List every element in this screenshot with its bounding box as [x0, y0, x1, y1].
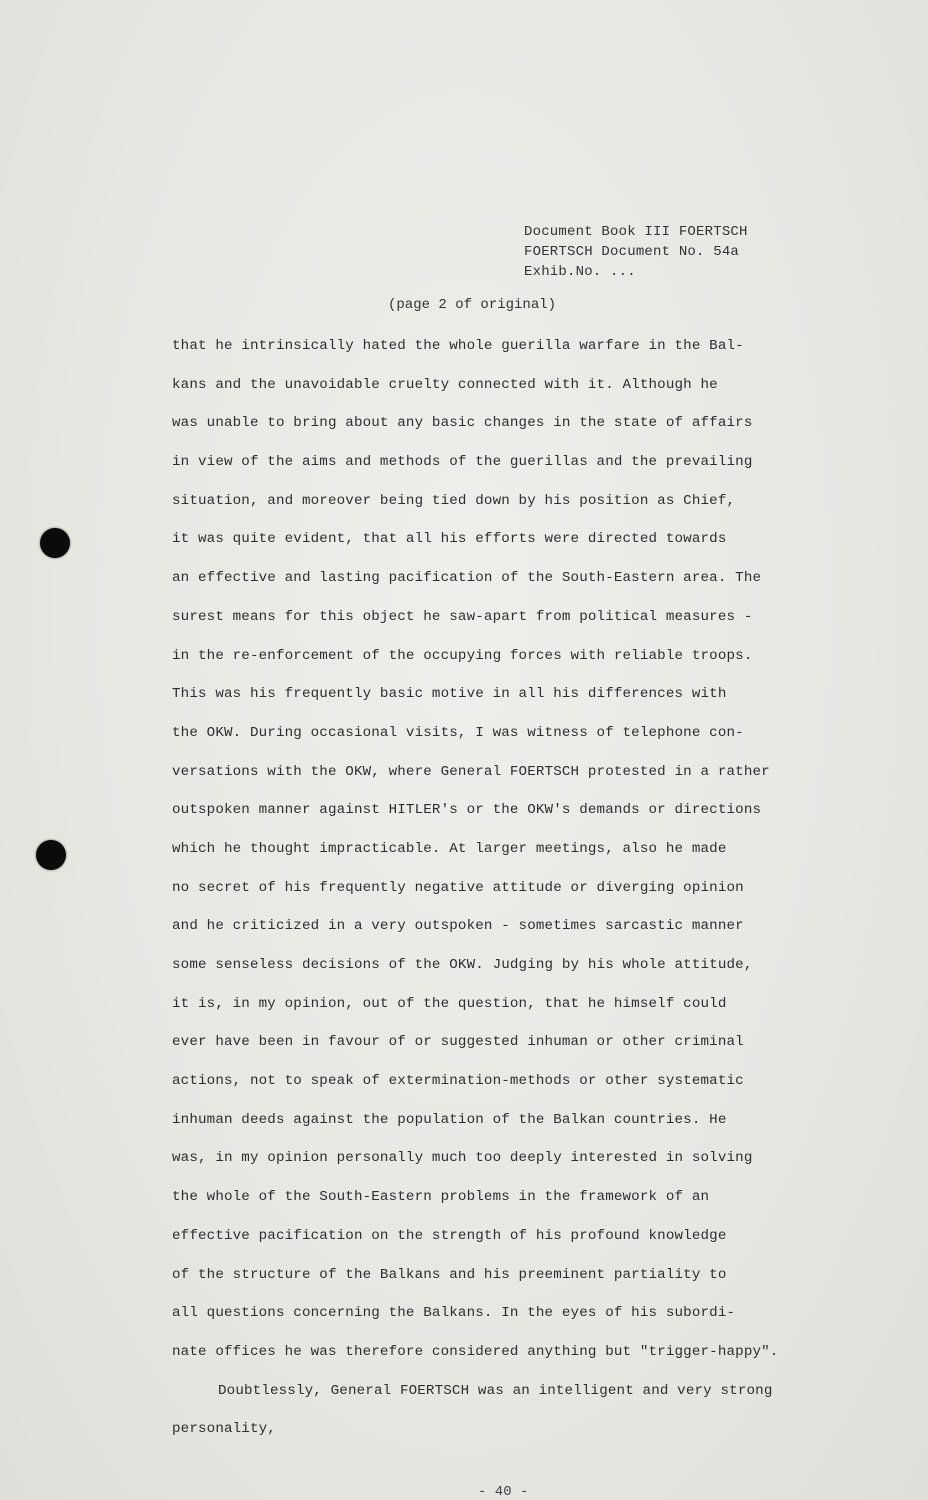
text-line: situation, and moreover being tied down by his position as Chief,	[172, 492, 736, 509]
document-number-line: FOERTSCH Document No. 54a	[524, 244, 740, 260]
text-line: no secret of his frequently negative attitude or diverging opinion	[172, 879, 744, 896]
text-line: effective pacification on the strength of his profound knowledge	[172, 1227, 727, 1244]
text-line: an effective and lasting pacification of the South-Eastern area. The	[172, 570, 762, 587]
text-line: was unable to bring about any basic changes in the state of affairs	[172, 415, 753, 432]
text-line: This was his frequently basic motive in all his differences with	[172, 686, 727, 703]
text-line: and he criticized in a very outspoken - sometimes sarcastic manner	[172, 918, 744, 935]
text-line: it is, in my opinion, out of the question, that he himself could	[172, 995, 727, 1012]
body-text	[172, 336, 872, 1458]
text-line: in the re-enforcement of the occupying forces with reliable troops.	[172, 647, 753, 664]
text-line: inhuman deeds against the population of the Balkan countries. He	[172, 1111, 727, 1128]
original-page-marker: (page 2 of original)	[388, 297, 557, 313]
text-line: the whole of the South-Eastern problems in the framework of an	[172, 1189, 710, 1206]
text-line: surest means for this object he saw-apart from political measures -	[172, 608, 753, 625]
text-line: actions, not to speak of extermination-methods or other systematic	[172, 1073, 744, 1090]
text-line: which he thought impracticable. At larger meetings, also he made	[172, 840, 727, 857]
text-line: was, in my opinion personally much too deeply interested in solving	[172, 1150, 753, 1167]
text-line: some senseless decisions of the OKW. Judging by his whole attitude,	[172, 957, 753, 973]
punch-hole	[40, 528, 70, 558]
text-line: Doubtlessly, General FOERTSCH was an intelligent and very strong	[218, 1382, 773, 1399]
text-line: that he intrinsically hated the whole guerilla warfare in the Bal-	[172, 338, 744, 354]
text-line: all questions concerning the Balkans. In the eyes of his subordi-	[172, 1305, 736, 1322]
exhibit-number-line: Exhib.No. ...	[524, 264, 636, 280]
text-line: in view of the aims and methods of the guerillas and the prevailing	[172, 454, 753, 471]
text-line: outspoken manner against HITLER's or the OKW's demands or directions	[172, 802, 762, 819]
text-line: it was quite evident, that all his efforts were directed towards	[172, 531, 727, 548]
text-line: ever have been in favour of or suggested inhuman or other criminal	[172, 1034, 744, 1051]
punch-hole	[36, 840, 66, 870]
text-line: of the structure of the Balkans and his preeminent partiality to	[172, 1266, 727, 1283]
page-number: - 40 -	[478, 1484, 529, 1500]
text-line: kans and the unavoidable cruelty connected with it. Although he	[172, 376, 718, 393]
document-book-line: Document Book III FOERTSCH	[524, 224, 748, 240]
text-line: versations with the OKW, where General FOERTSCH protested in a rather	[172, 763, 770, 780]
text-line: nate offices he was therefore considered anything but "trigger-happy".	[172, 1343, 779, 1360]
document-reference-header	[524, 222, 748, 282]
text-line: the OKW. During occasional visits, I was witness of telephone con-	[172, 724, 744, 741]
text-line: personality,	[172, 1421, 276, 1438]
